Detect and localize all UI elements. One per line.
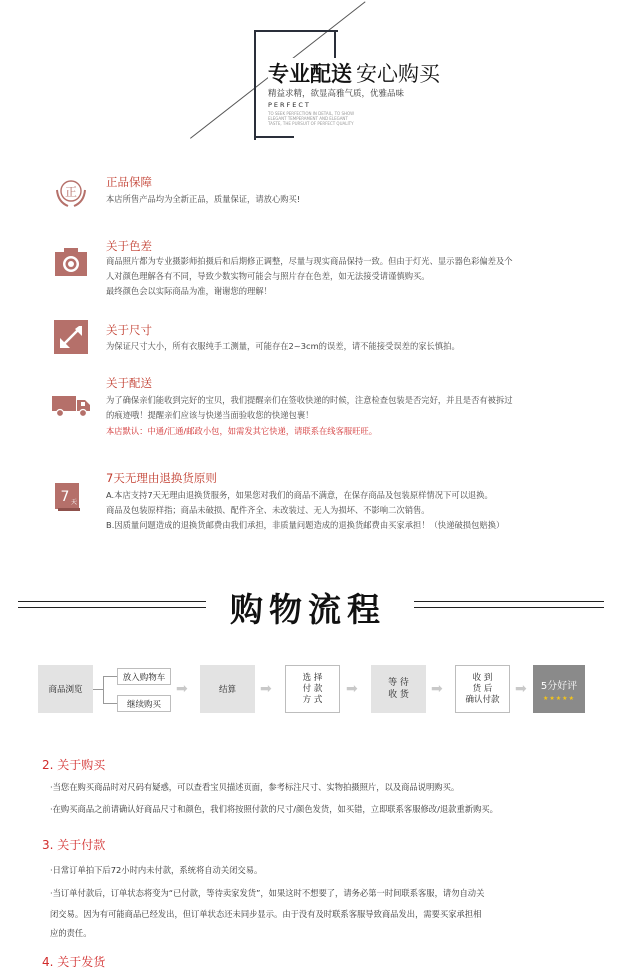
arrow-right-icon: ➡ (346, 681, 358, 697)
section-line: 为保证尺寸大小，所有衣服纯手工测量，可能存在2~3cm的误差，请不能接受误差的家长慎拍。 (106, 341, 460, 351)
purchase-line: ·在购买商品之前请确认好商品尺寸和颜色，我们将按照付款的尺寸/颜色发货，如买错，立即联系客服修改/退款重新购买。 (50, 804, 498, 814)
flow-connector (93, 689, 103, 690)
payment-line: ·日常订单拍下后72小时内未付款，系统将自动关闭交易。 (50, 865, 263, 875)
flow-step-checkout: 结算 (200, 665, 255, 713)
flow-step-confirm: 收 到 货 后 确认付款 (455, 665, 510, 713)
section-line: A.本店支持7天无理由退换货服务，如果您对我们的商品不满意，在保存商品及包装原样情况下可以退换。 (106, 490, 493, 500)
arrow-right-icon: ➡ (260, 681, 272, 697)
header-frame-bottom (254, 136, 294, 138)
section-line: 商品及包装原样指；商品未破损、配件齐全、未改装过、无人为损坏、不影响二次销售。 (106, 505, 430, 515)
section-line: B.因质量问题造成的退换货邮费由我们承担，非质量问题造成的退换货邮费由买家承担！（快递破损包赔换） (106, 520, 505, 530)
banner-title: 购物流程 (230, 590, 386, 629)
section-title-return: 7天无理由退换货原则 (106, 471, 217, 485)
section-title-delivery: 关于配送 (106, 376, 152, 390)
section-line: 人对颜色理解各有不同，导致少数实物可能会与照片存在色差，如无法接受请谨慎购买。 (106, 271, 430, 281)
payment-title: 3. 关于付款 (42, 838, 106, 852)
svg-text:正: 正 (64, 185, 78, 199)
svg-text:7: 7 (60, 489, 70, 505)
svg-text:天: 天 (70, 499, 78, 506)
banner-line-right-bottom (414, 607, 604, 608)
section-line: 商品照片都为专业摄影师拍摄后和后期修正调整，尽量与现实商品保持一致。但由于灯光、显示器色彩偏差及个 (106, 256, 513, 266)
section-title-color: 关于色差 (106, 239, 152, 253)
section-line-red: 本店默认：中通/汇通/邮政小包，如需发其它快递，请联系在线客服旺旺。 (106, 426, 378, 436)
arrow-right-icon: ➡ (515, 681, 527, 697)
payment-line: 应的责任。 (50, 928, 92, 938)
flow-step-rating (533, 665, 585, 713)
banner-line-right-top (414, 601, 604, 602)
flow-step-add-cart: 放入购物车 (117, 668, 171, 685)
flow-step-browse: 商品浏览 (38, 665, 93, 713)
section-title-genuine: 正品保障 (106, 175, 152, 189)
flow-step-continue: 继续购买 (117, 695, 171, 712)
header-perfect: PERFECT (268, 101, 311, 109)
arrow-right-icon: ➡ (431, 681, 443, 697)
payment-line: 闭交易。因为有可能商品已经发出，但订单状态还未同步显示。由于没有及时联系客服导致商品发出，需要买家承担相 (50, 909, 482, 919)
flow-step-wait: 等 待 收 货 (371, 665, 426, 713)
rating-label: 5分好评 (540, 680, 578, 692)
camera-icon (54, 245, 88, 279)
banner-line-left-top (18, 601, 206, 602)
section-line: 最终颜色会以实际商品为准，谢谢您的理解！ (106, 286, 272, 296)
purchase-title: 2. 关于购买 (42, 758, 106, 772)
flow-connector (103, 703, 117, 704)
star-rating-icon: ★★★★★ (543, 694, 575, 702)
header-title: 专业配送 安心购买 (268, 58, 444, 88)
seven-day-return-icon (54, 482, 82, 512)
section-line: 为了确保亲们能收到完好的宝贝，我们提醒亲们在签收快递的时候，注意检查包装是否完好，并且是否有被拆过 (106, 395, 513, 405)
next-title: 4. 关于发货 (42, 955, 106, 969)
section-title-size: 关于尺寸 (106, 323, 152, 337)
header-small-text: TO SEEK PERFECTION IN DETAIL, TO SHOW ELEGANT TEMPERAMENT AND ELEGANT TASTE, THE PURSUIT OF PERFECT QUALITY (268, 111, 355, 126)
banner-line-left-bottom (18, 607, 206, 608)
section-line: 本店所售产品均为全新正品，质量保证，请放心购买! (106, 194, 301, 204)
delivery-truck-icon (52, 394, 92, 418)
purchase-line: ·当您在购买商品时对尺码有疑惑，可以查看宝贝描述页面，参考标注尺寸、实物拍摄照片，以及商品说明购买。 (50, 782, 460, 792)
payment-line: ·当订单付款后，订单状态将变为“已付款，等待卖家发货”，如果这时不想要了，请务必第一时间联系客服，请勿自动关 (50, 888, 485, 898)
resize-arrow-icon (54, 320, 88, 354)
arrow-right-icon: ➡ (176, 681, 188, 697)
flow-connector (103, 676, 117, 677)
header-subtitle: 精益求精，欲显高雅气质，优雅品味 (268, 89, 405, 99)
flow-step-choose-pay: 选 择 付 款 方 式 (285, 665, 340, 713)
genuine-hands-icon (54, 176, 88, 210)
section-line: 的痕迹哦！提醒亲们应该与快递当面验收您的快递包裹！ (106, 410, 314, 420)
flow-connector (103, 676, 104, 703)
